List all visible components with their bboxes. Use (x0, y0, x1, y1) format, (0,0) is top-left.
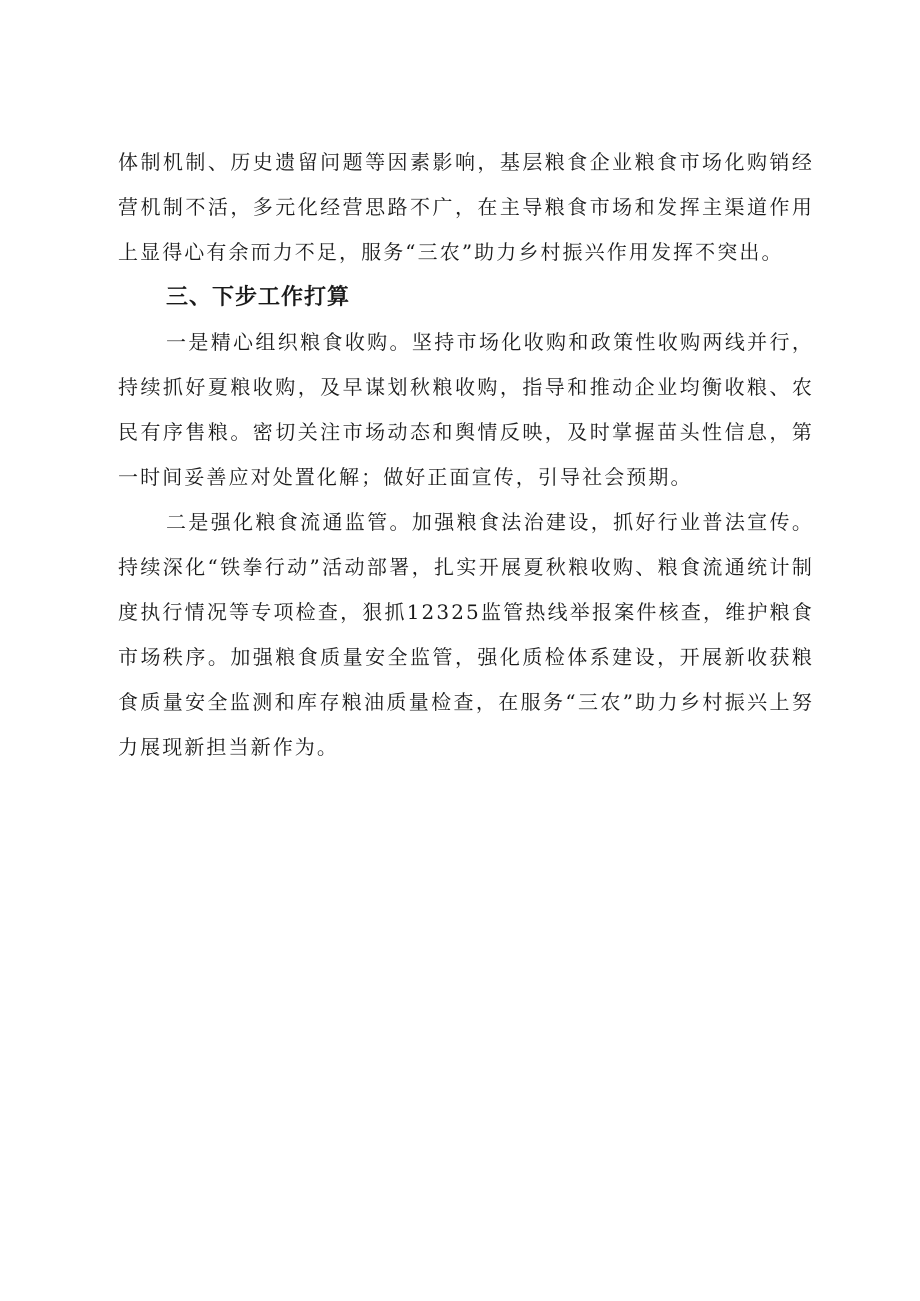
document-body (118, 140, 814, 770)
section-heading: 三、下步工作打算 (166, 285, 351, 310)
paragraph-grain-purchase: 一是精心组织粮食收购。坚持市场化收购和政策性收购两线并行，持续抓好夏粮收购，及早谋划秋粮收购，指导和推动企业均衡收粮、农民有序售粮。密切关注市场动态和舆情反映，及时掌握苗头性信息，第一时间妥善应对处置化解；做好正面宣传，引导社会预期。 (118, 330, 814, 489)
paragraph-grain-supervision: 二是强化粮食流通监管。加强粮食法治建设，抓好行业普法宣传。持续深化“铁拳行动”活动部署，扎实开展夏秋粮收购、粮食流通统计制度执行情况等专项检查，狠抓12325监管热线举报案件核查，维护粮食市场秩序。加强粮食质量安全监管，强化质检体系建设，开展新收获粮食质量安全监测和库存粮油质量检查，在服务“三农”助力乡村振兴上努力展现新担当新作为。 (118, 510, 814, 759)
continuation-paragraph: 体制机制、历史遗留问题等因素影响，基层粮食企业粮食市场化购销经营机制不活，多元化经营思路不广，在主导粮食市场和发挥主渠道作用上显得心有余而力不足，服务“三农”助力乡村振兴作用发挥不突出。 (118, 150, 814, 264)
